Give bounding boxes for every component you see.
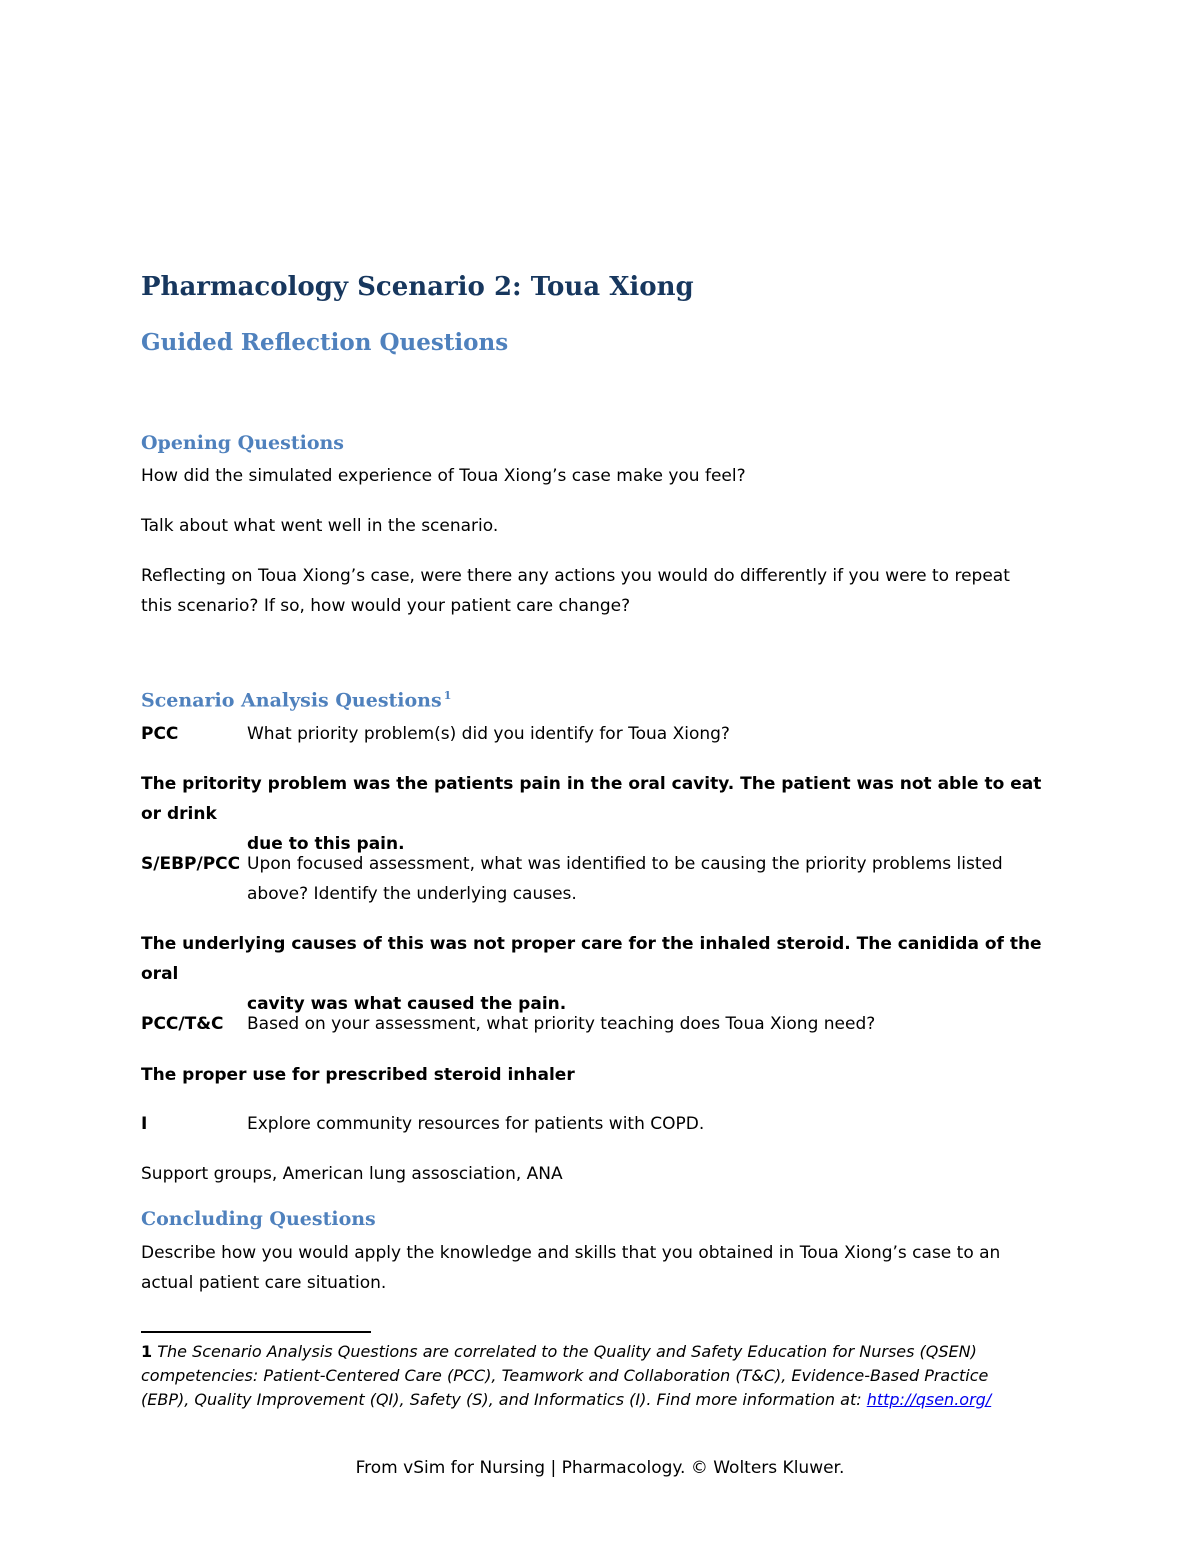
analysis-question-line-1: Upon focused assessment, what was identified to be causing the priority problems listed: [247, 854, 1003, 874]
analysis-question: Explore community resources for patients with COPD.: [247, 1114, 705, 1134]
answer-2-line-1: The underlying causes of this was not proper care for the inhaled steroid. The canidida of the oral: [141, 934, 1042, 984]
scenario-analysis-heading-text: Scenario Analysis Questions: [141, 689, 442, 712]
answer-3: The proper use for prescribed steroid inhaler: [141, 1065, 575, 1085]
footnote-reference: 1: [443, 689, 452, 702]
analysis-question: What priority problem(s) did you identify for Toua Xiong?: [247, 724, 730, 744]
qsen-link[interactable]: http://qsen.org/: [866, 1390, 992, 1409]
footnote-number: 1: [141, 1342, 153, 1361]
analysis-item-pcc-tc: [141, 1009, 1061, 1039]
answer-1: [141, 769, 1061, 859]
answer-2-line-2: cavity was what caused the pain.: [247, 994, 567, 1014]
opening-questions-heading: Opening Questions: [141, 432, 344, 454]
analysis-question-line-2: above? Identify the underlying causes.: [247, 884, 577, 904]
document-title: Pharmacology Scenario 2: Toua Xiong: [141, 272, 694, 302]
answer-4: Support groups, American lung assosciation, ANA: [141, 1164, 563, 1184]
answer-1-line-2: due to this pain.: [247, 834, 405, 854]
footnote-text: The Scenario Analysis Questions are correlated to the Quality and Safety Education for Nurses (QSEN) competencies: Patient-Centered Care (PCC), Teamwork and Collaboration (T&C), Evidence-Based Practice (EBP), Quality Improvement (QI), Safety (S), and Informatics (I). Find more information at:: [141, 1342, 989, 1409]
opening-question-2: Talk about what went well in the scenario.: [141, 516, 499, 536]
opening-question-3-line-1: Reflecting on Toua Xiong’s case, were there any actions you would do differently if you were to repeat: [141, 566, 1010, 586]
competency-code: PCC/T&C: [141, 1014, 224, 1034]
analysis-item-pcc: [141, 719, 1061, 749]
concluding-question-1-line-2: actual patient care situation.: [141, 1273, 387, 1293]
document-subtitle: Guided Reflection Questions: [141, 329, 509, 356]
analysis-question: Based on your assessment, what priority teaching does Toua Xiong need?: [247, 1014, 876, 1034]
answer-1-line-1: The pritority problem was the patients pain in the oral cavity. The patient was not able to eat or drink: [141, 774, 1042, 824]
answer-2: [141, 929, 1061, 1019]
concluding-question-1-line-1: Describe how you would apply the knowledge and skills that you obtained in Toua Xiong’s case to an: [141, 1243, 1001, 1263]
competency-code: I: [141, 1114, 148, 1134]
competency-code: PCC: [141, 724, 179, 744]
concluding-questions-heading: Concluding Questions: [141, 1208, 376, 1230]
opening-question-3-line-2: this scenario? If so, how would your patient care change?: [141, 596, 631, 616]
opening-question-3: [141, 561, 1010, 621]
competency-code: S/EBP/PCC: [141, 854, 241, 874]
analysis-item-i: [141, 1109, 1061, 1139]
footnote-separator: [141, 1331, 371, 1333]
concluding-question-1: [141, 1238, 1000, 1298]
page-footer: From vSim for Nursing | Pharmacology. © Wolters Kluwer.: [355, 1458, 845, 1478]
opening-question-1: How did the simulated experience of Toua Xiong’s case make you feel?: [141, 466, 746, 486]
analysis-item-s-ebp-pcc: [141, 849, 1061, 909]
scenario-analysis-heading: [141, 689, 451, 711]
footnote: [141, 1340, 1041, 1412]
